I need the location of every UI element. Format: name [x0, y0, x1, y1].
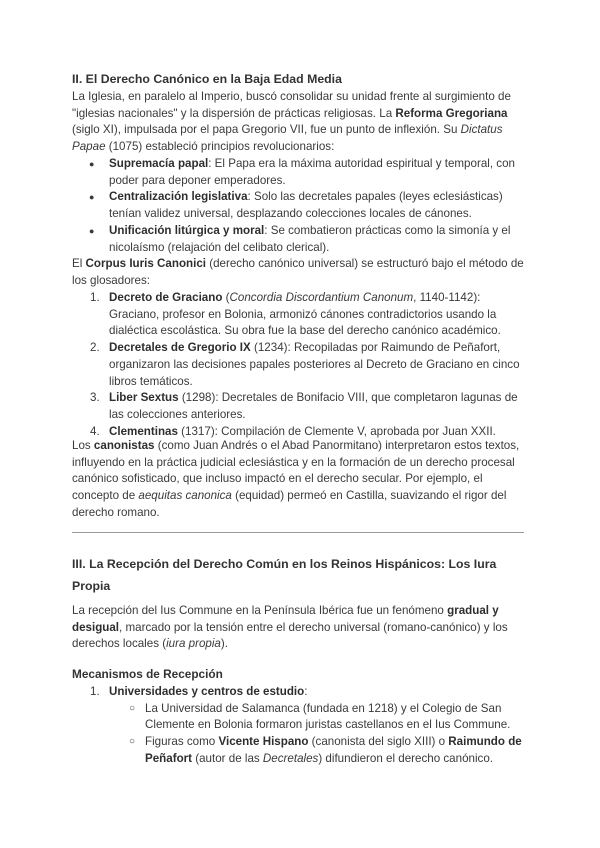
item-text: : El Papa era la máxima autoridad espiritual y temporal, con poder para deponer emperadores. — [109, 157, 515, 187]
corpus-text: El — [72, 257, 86, 270]
gradual-desigual: gradual y desigual — [72, 604, 499, 634]
intro-text: La Iglesia, en paralelo al Imperio, buscó consolidar su unidad frente al surgimiento de "iglesias nacionales" y la dispersión de prácticas religiosas. La — [72, 90, 511, 120]
bullet-icon: ● — [89, 192, 95, 203]
circle-bullet-icon: ○ — [129, 702, 136, 714]
bullet-icon: ● — [89, 225, 95, 236]
section-iii-intro — [72, 603, 532, 653]
vicente-hispano: Vicente Hispano — [218, 735, 309, 749]
intro-text: (siglo XI), impulsada por el papa Gregorio VII, fue un punto de inflexión. Su — [72, 123, 461, 137]
circle-bullet-icon: ○ — [129, 736, 136, 748]
bullet-icon: ● — [89, 159, 95, 169]
list-number: 4. — [90, 424, 100, 438]
list-item — [72, 290, 532, 340]
dictatus-papae: Dictatus Papae — [72, 123, 503, 154]
horizontal-divider — [72, 532, 524, 533]
collections-list — [72, 290, 532, 440]
intro-text: La recepción del Ius Commune en la Península Ibérica fue un fenómeno — [72, 604, 448, 617]
item-term: Decreto de Graciano — [109, 291, 223, 304]
list-number: 3. — [90, 391, 100, 405]
section-ii-intro — [72, 89, 532, 156]
list-item — [72, 340, 532, 390]
closing-text: (como Juan Andrés o el Abad Panormitano) interpretaron estos textos, influyendo en la práctica judicial eclesiástica y en la formación de un derecho procesal canónico sofisticado, que incluso impactó en el derecho secular. Por ejemplo, el concepto de — [72, 439, 520, 503]
item-text: : Solo las decretales papales (leyes eclesiásticas) tenían validez universal, desplazando colecciones locales de cánones. — [109, 190, 503, 221]
intro-text: (1075) estableció principios revolucionarios: — [105, 140, 335, 154]
mecanismos-subheading: Mecanismos de Recepción — [72, 667, 223, 681]
list-item — [72, 223, 532, 256]
corpus-paragraph — [72, 256, 532, 289]
corpus-iuris-canonici: Corpus Iuris Canonici — [85, 257, 206, 270]
item-text: (autor de las — [192, 751, 263, 765]
reforma-gregoriana: Reforma Gregoriana — [395, 106, 508, 120]
iura-propia: iura propia — [166, 637, 221, 651]
item-term: Clementinas — [109, 424, 178, 438]
item-text: (1317): Compilación de Clemente V, aprobada por Juan XXII. — [177, 424, 496, 438]
item-text: (1298): Decretales de Bonifacio VIII, que completaron lagunas de las colecciones anteriores. — [109, 391, 518, 421]
decretales: Decretales — [262, 751, 319, 765]
list-item — [72, 390, 532, 423]
corpus-text: (derecho canónico universal) se estructuró bajo el método de los glosadores: — [72, 257, 524, 287]
item-italic: Concordia Discordantium Canonum — [229, 291, 414, 304]
mechanisms-list — [72, 684, 532, 768]
section-ii-title: II. El Derecho Canónico en la Baja Edad Media — [72, 72, 342, 86]
item-term: Universidades y centros de estudio — [109, 685, 305, 698]
item-text: (canonista del siglo XIII) o — [308, 735, 449, 749]
list-number: 1. — [90, 291, 100, 304]
item-term: Centralización legislativa — [109, 190, 248, 204]
intro-text: ). — [220, 637, 228, 651]
closing-text: (equidad) permeó en Castilla, suavizando el rigor del derecho romano. — [72, 489, 507, 519]
list-number: 1. — [90, 685, 100, 698]
sub-list-item — [72, 701, 532, 734]
item-text: , 1140-1142): Graciano, profesor en Bolonia, armonizó cánones contradictorios usando la dialéctica escolástica. Su obra fue la base del derecho canónico académico. — [109, 291, 501, 338]
item-text: (1234): Recopiladas por Raimundo de Peñafort, organizaron las decisiones papales posteriores al Decreto de Graciano en cinco libros temáticos. — [109, 341, 520, 388]
item-text: : Se combatieron prácticas como la simonía y el nicolaísmo (relajación del celibato clerical). — [109, 223, 511, 254]
canonistas: canonistas — [93, 439, 155, 452]
list-number: 2. — [90, 341, 100, 355]
item-text: ) difundieron el derecho canónico. — [318, 751, 494, 765]
item-term: Supremacía papal — [109, 157, 209, 170]
principles-list — [72, 156, 532, 256]
sub-list-item — [72, 734, 532, 767]
item-text: Figuras como — [145, 735, 219, 749]
item-term: Liber Sextus — [109, 391, 179, 405]
list-item — [72, 189, 532, 222]
list-item — [72, 684, 532, 701]
aequitas-canonica: aequitas canonica — [138, 489, 232, 503]
intro-text: , marcado por la tensión entre el derecho universal (romano-canónico) y los derechos locales ( — [72, 620, 508, 651]
item-text: : — [304, 685, 308, 698]
closing-text: Los — [72, 439, 94, 452]
item-term: Decretales de Gregorio IX — [109, 341, 251, 355]
item-text: ( — [222, 291, 230, 304]
canonistas-paragraph — [72, 438, 532, 522]
section-iii-title: III. La Recepción del Derecho Común en los Reinos Hispánicos: Los Iura Propia — [72, 557, 497, 593]
list-item — [72, 156, 532, 189]
raimundo-de-penafort: Raimundo de Peñafort — [145, 735, 522, 765]
item-term: Unificación litúrgica y moral — [109, 223, 265, 237]
item-text: La Universidad de Salamanca (fundada en 1218) y el Colegio de San Clemente en Bolonia formaron juristas castellanos en el Ius Commune. — [145, 701, 511, 732]
